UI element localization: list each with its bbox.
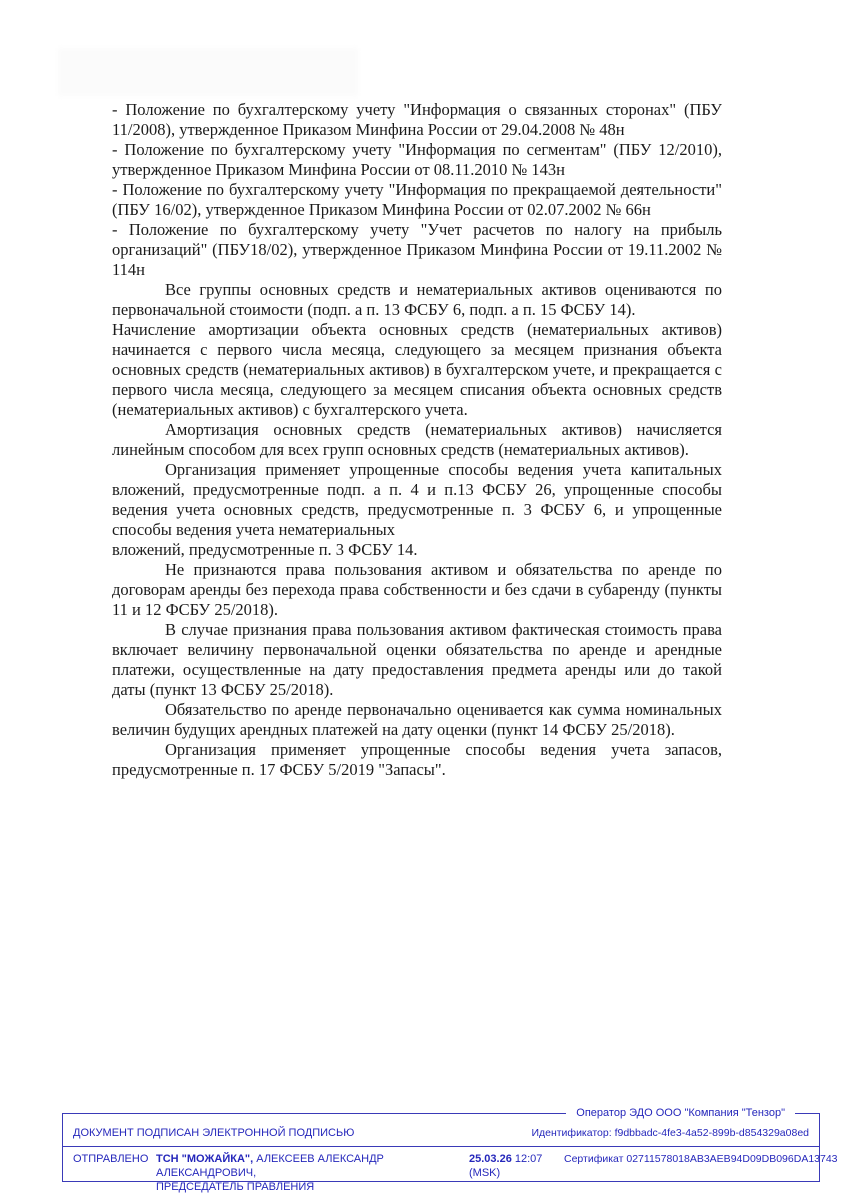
- doc-paragraph: В случае признания права пользования активом фактическая стоимость права включает величину первоначальной оценки обязательства по аренде и арендные платежи, осуществленные на дату предоставления предмета аренды или до такой даты (пункт 13 ФСБУ 25/2018).: [112, 620, 722, 699]
- doc-paragraph: Амортизация основных средств (нематериальных активов) начисляется линейным способом для всех групп основных средств (нематериальных активов).: [112, 420, 722, 459]
- doc-paragraph: Все группы основных средств и нематериальных активов оцениваются по первоначальной стоимости (подп. а п. 13 ФСБУ 6, подп. а п. 15 ФСБУ 14).: [112, 280, 722, 319]
- doc-paragraph: Организация применяет упрощенные способы ведения учета запасов, предусмотренные п. 17 ФСБУ 5/2019 "Запасы".: [112, 740, 722, 779]
- signature-stamp: [62, 1107, 838, 1193]
- doc-paragraph: - Положение по бухгалтерскому учету "Информация по сегментам" (ПБУ 12/2010), утвержденное Приказом Минфина России от 08.11.2010 № 143н: [112, 140, 722, 179]
- sent-timezone: (MSK): [469, 1167, 501, 1179]
- organization-name: ТСН "МОЖАЙКА",: [156, 1153, 254, 1165]
- signer-role: ПРЕДСЕДАТЕЛЬ ПРАВЛЕНИЯ: [156, 1181, 315, 1193]
- certificate-value: 02711578018AB3AEB94D09DB096DA13743: [626, 1153, 838, 1165]
- doc-paragraph: - Положение по бухгалтерскому учету "Информация о связанных сторонах" (ПБУ 11/2008), утвержденное Приказом Минфина России от 29.04.2008 № 48н: [112, 100, 722, 139]
- identifier-label: Идентификатор:: [531, 1127, 612, 1139]
- identifier: [531, 1127, 809, 1139]
- sent-time: 12:07: [514, 1153, 543, 1165]
- stamp-row-sent: [63, 1147, 838, 1194]
- doc-paragraph: вложений, предусмотренные п. 3 ФСБУ 14.: [112, 540, 418, 559]
- doc-paragraph: Обязательство по аренде первоначально оценивается как сумма номинальных величин будущих арендных платежей на дату оценки (пункт 14 ФСБУ 25/2018).: [112, 700, 722, 739]
- sent-date: 25.03.26: [469, 1153, 512, 1165]
- certificate-label: Сертификат: [564, 1153, 624, 1165]
- doc-paragraph: Начисление амортизации объекта основных средств (нематериальных активов) начинается с первого числа месяца, следующего за месяцем признания объекта основных средств (нематериальных активов) в бухгалтерском учете, и прекращается с первого числа месяца, следующего за месяцем списания объекта основных средств (нематериальных активов) с бухгалтерского учета.: [112, 320, 722, 419]
- certificate: [564, 1152, 838, 1194]
- signer-info: [156, 1152, 469, 1194]
- sent-datetime: [469, 1152, 564, 1194]
- doc-paragraph: - Положение по бухгалтерскому учету "Учет расчетов по налогу на прибыль организаций" (ПБУ18/02), утвержденное Приказом Минфина России от 19.11.2002 № 114н: [112, 220, 722, 279]
- doc-paragraph: Организация применяет упрощенные способы ведения учета капитальных вложений, предусмотренные подп. а п. 4 и п.13 ФСБУ 26, упрощенные способы ведения учета основных средств, предусмотренные п. 3 ФСБУ 6, и упрощенные способы ведения учета нематериальных: [112, 460, 722, 539]
- document-body-text: [112, 100, 722, 780]
- doc-paragraph: - Положение по бухгалтерскому учету "Информация по прекращаемой деятельности" (ПБУ 16/02), утвержденное Приказом Минфина России от 02.07.2002 № 66н: [112, 180, 722, 219]
- scan-artifact: [58, 48, 358, 96]
- signed-title: ДОКУМЕНТ ПОДПИСАН ЭЛЕКТРОННОЙ ПОДПИСЬЮ: [73, 1127, 355, 1139]
- sent-label: ОТПРАВЛЕНО: [73, 1153, 149, 1165]
- edo-operator-label: Оператор ЭДО ООО "Компания "Тензор": [566, 1106, 795, 1120]
- identifier-value: f9dbbadc-4fe3-4a52-899b-d854329a08ed: [614, 1127, 809, 1139]
- doc-paragraph: Не признаются права пользования активом и обязательства по аренде по договорам аренды без перехода права собственности и без сдачи в субаренду (пункты 11 и 12 ФСБУ 25/2018).: [112, 560, 722, 619]
- signer-name: АЛЕКСЕЕВ АЛЕКСАНДР АЛЕКСАНДРОВИЧ,: [156, 1153, 384, 1179]
